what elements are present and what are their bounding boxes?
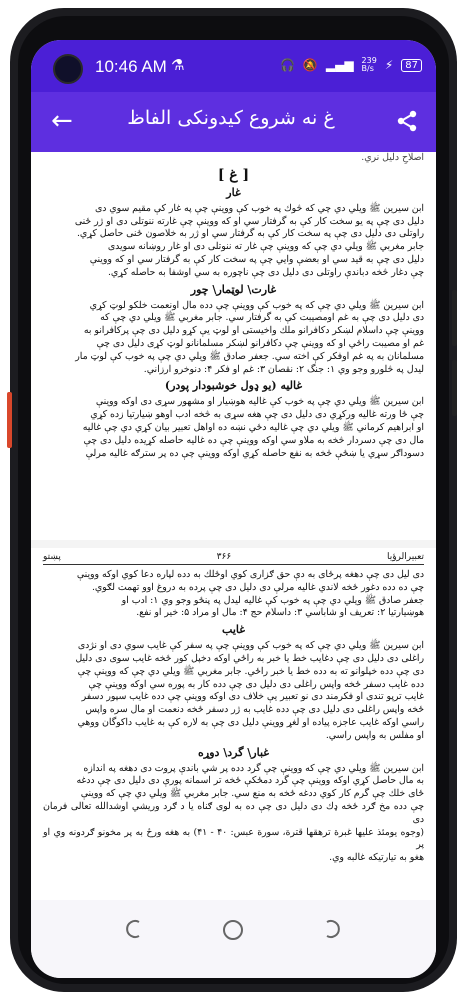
text-line: راغلی دی دليل دی چې دغايب خط يا خبر به راځي اوکه دخپل کور ځخه غايب سوی دی دليل (75, 652, 424, 664)
entry (43, 745, 424, 865)
text-line: او مفلس به واپس راسي. (325, 729, 424, 741)
share-icon[interactable] (396, 110, 418, 136)
side-key (7, 392, 12, 448)
text-line: (وجوه يومئذ عليها غبرة ترهقها قترة، سورة عبس: ۴۰ - ۴۱) به هغه ورځ به پر مخونو ګردونه وي او پر (43, 826, 424, 851)
headphones-icon: 🎧 (279, 58, 295, 72)
front-camera (53, 54, 83, 84)
text-line: به مال حاصل کړي اوکه ووينې چې گرد دمځکې ځخه تر اسمانه پورې دی دليل دی چې ددغه (76, 775, 424, 787)
book-page-2 (43, 552, 424, 865)
text-line: غايب ترپو تندی او فکرمند دی نو تعبير يې خلاف دی اوکه ووينې چې دده غايب سپور دسفر (81, 691, 424, 703)
back-arrow-icon[interactable]: ← (51, 106, 73, 136)
entry (43, 282, 424, 377)
system-nav-bar (31, 900, 436, 978)
entry-heading: غبار\ گرد\ دوړه (197, 745, 270, 759)
text-line: جابر مغربي ﷺ ويلي دي چې که ووينې چې غار ته ننوتلی دی او غار روښانه سويدی (107, 241, 424, 253)
text-line: دليل دی چې به قيد سي او بعضې وايي چې په سخت کار کې به گرفتار سي او که ووينې (89, 253, 424, 265)
text-line: دی چې دده خپلوانو ته به دده خط يا خبر راځي. جابر مغربي ﷺ ويلي دي چې که ووينې چې (77, 665, 424, 677)
text-line: دی دليل دی چې به غم اومصيبت کې به گرفتار سي. جابر مغربي ﷺ ويلي دي چې که (100, 312, 424, 324)
text-line: غم او مصيبت راځي او که ووينې چې دکافرانو لښکر مسلمانانو لوټ کړی دليل دی چې (96, 337, 424, 349)
home-icon[interactable] (221, 918, 245, 948)
status-icons (280, 57, 422, 73)
power-button (452, 360, 457, 416)
page-number: ۳۶۶ (216, 552, 232, 562)
flask-icon: ⚗ (171, 56, 185, 74)
text-line: ابن سيرين ﷺ ويلي دي چې په خوب کې غاليه هوښيار او مشهور سړی دی اوکه ووينې (95, 396, 424, 408)
text-line: ابن سيرين ﷺ ويلي دي چي که څوك په خوب کې ووينې چې په غار کې مقيم سوي دی (94, 202, 424, 214)
text-line: چې دغار څخه دباندې راوتلی دی دليل دی چې ناچوره به سي اوشفا به حاصله کړي. (107, 266, 424, 278)
screen (31, 40, 436, 978)
text-line: دده غايب دسفر ځخه واپس راغلی دی دليل دی چې دده کار به پوره سي اوکه ووينې چې (88, 678, 424, 690)
letter-heading: [ غ ] (217, 166, 250, 183)
entry (43, 378, 424, 460)
text-line: راوتلی دی دليل دی چې په سخت کار کې به گرفتار سي او ژر به خلاصون ځنی حاصل کړي. (76, 228, 424, 240)
text-line: هغو به تيارتيکه غالبه وي. (329, 852, 424, 864)
text-line: مال دی چې دسردار څخه به ملاو سي اوکه ووينې چې ده غاليه حاصله کړيده دليل دی چې (83, 434, 424, 446)
text-line: جعفر صادق ﷺ ويلي دي چې په خوب کې غاليه ليدل په پنځو وجو وي ۱: ادب او (121, 594, 424, 606)
entry-heading: غار (226, 185, 241, 199)
network-speed: 239 B/s (361, 56, 377, 73)
text-line: دليل دی چې په يو سخت کار کې به گرفتار سي او که ووينې چې غارته ننوتلی دی او ژر ځنی (74, 215, 424, 227)
text-line: ليدل په څلورو وجو وي ۱: جنگ ۲: نقصان ۳: غم او فکر ۴: دنوخرو ارزاني. (143, 363, 424, 375)
text-line: دسوداګر سړي يا ښځې څخه به نفع حاصله کړي اوکه ووينې چې ده پر سترګه غاليه مرلې (85, 447, 424, 459)
text-line: ابن سيرين ﷺ ويلي دي چې که ووينې چې گرد دده پر شي باندې پروت دی دهغه په اندازه (83, 762, 424, 774)
book-content[interactable] (31, 152, 436, 900)
text-line: ابن سيرين ﷺ ويلي دي چې که په خوب کې ووينې چې په سفر کې غايب سوي دی او نژدی (77, 640, 424, 652)
status-bar (31, 40, 436, 92)
volume-button (452, 290, 457, 346)
text-line: ووينې چې داسلام لښکر دکافرانو ملك واخيستی او لوټ يې کړو دليل دی چې پرکافرانو به (83, 325, 424, 337)
header-book-title: تعبيرالرؤيا (386, 552, 424, 562)
charging-icon: ⚡ (384, 58, 394, 72)
book-page-1 (43, 152, 424, 460)
text-line: هوښيارتيا ۲: تعريف او شاباسي ۳: داسلام حج ۴: مال او مراد ۵: خير او نفع. (136, 607, 424, 619)
text-line: او ابراهيم کرماني ﷺ ويلي دي چې غاليه دځي نښه ده اواهل تعبير بيان کړي دي چې غاليه (82, 421, 424, 433)
silent-icon: 🔕 (302, 58, 318, 72)
text-line: ځخه واپس راغلی دی دليل دی چې دده غايب به ژر دسفر ځخه دنعمت او مال سره واپس (85, 704, 424, 716)
recent-apps-icon[interactable] (123, 918, 145, 946)
page-header (43, 552, 424, 565)
entry-heading: غارت\ لوټمار\ چور (190, 282, 277, 296)
text-line: ابن سيرين ﷺ ويلي دي چې که په خوب کې ووينې چې دده مال اونعمت خلکو لوټ کړي (89, 299, 424, 311)
app-bar (31, 92, 436, 152)
header-language: پښتو (43, 552, 61, 562)
battery-level: 87 (401, 59, 422, 72)
page-divider (31, 540, 436, 548)
signal-icon: ▂▄▆ (325, 58, 354, 72)
entry-heading: غايب (222, 623, 245, 637)
back-nav-icon[interactable] (321, 918, 343, 946)
entry (43, 622, 424, 742)
status-time: 10:46 AM (95, 57, 167, 76)
page-title: غ نه شروع کیدونکی الفاظ (127, 107, 335, 129)
entry-heading: غاليه (يو ډول خوشبودار پودر) (164, 379, 303, 393)
text-line: دی ليل دی چې دهغه پرځای به دې حق ګزاری کوي اوځلك به دده لپاره دعا کوي اوکه ووينې (76, 569, 424, 580)
top-note: اصلاحِ دليل نري. (361, 152, 424, 163)
text-line: مسلمانان به په غم اوفکر کې اخته سي. جعفر صادق ﷺ ويلي دي چې په خوب کې لوټ مار (75, 350, 424, 362)
text-line: چې دده مخ ګرد ځخه ډك دی دليل دی چې ده به لوی ګناه يا د ګرد وريشي اوشدالله تعالی فرمان دی (43, 800, 424, 825)
text-line: راسي اوکه غايب عاجزه پياده او لغړ ووينې دليل دی چې به لاره کې به غايب داکوگان ووهي (77, 716, 424, 728)
text-line: چې ځا ورته غاليه ورکړي دی دليل دی چې هغه سړی به څخه ادب اوهو ښيارتيا زده کړي (90, 409, 424, 421)
text-line: ځای خلك چې گرم کار کوي ددغه ځخه به منع سي. جابر مغربي ﷺ ويلي دي چې که ووينې (80, 788, 424, 800)
entry (43, 185, 424, 280)
text-line: چې ده دده دغور ځخه لاندي غاليه مرلې دی دليل دی چې پرده به دروغ اوو تهمت لګوي. (91, 581, 424, 593)
